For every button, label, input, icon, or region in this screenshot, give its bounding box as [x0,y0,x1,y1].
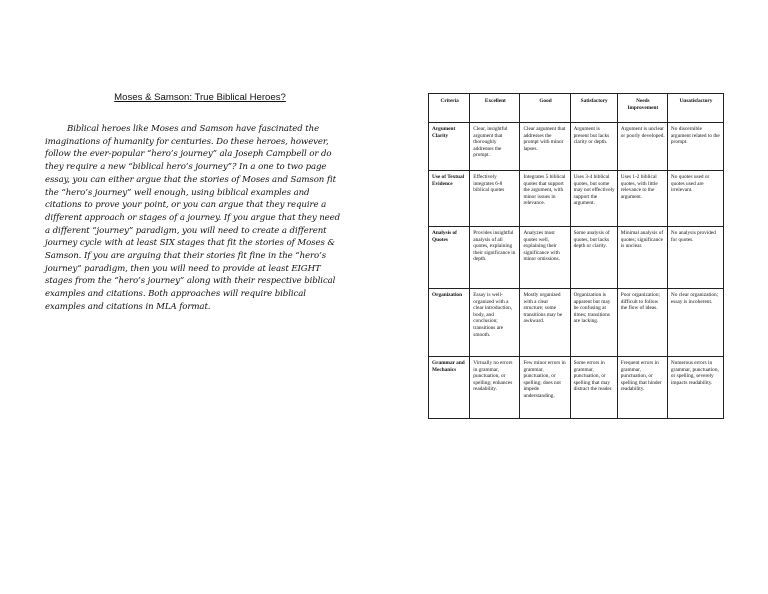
table-cell: Argument is present but lacks clarity or depth. [570,123,617,171]
assignment-page [45,92,345,314]
table-cell: Poor organization; difficult to follow the flow of ideas. [617,289,667,357]
table-row [429,171,724,227]
table-row [429,289,724,357]
header-good: Good [520,94,570,123]
rubric-header-row [429,94,724,123]
table-row [429,227,724,289]
table-cell: Mostly organized with a clear structure; some transitions may be awkward. [520,289,570,357]
table-cell: No quotes used or quotes used are irrelevant. [667,171,723,227]
table-cell: Analyzes most quotes well, explaining their significance with minor omissions. [520,227,570,289]
table-cell: Uses 3-4 biblical quotes, but some may not effectively support the argument. [570,171,617,227]
table-cell: No discernible argument related to the prompt. [667,123,723,171]
header-criteria: Criteria [429,94,470,123]
table-cell: Organization is apparent but may be confusing at times; transitions are lacking. [570,289,617,357]
table-cell: Frequent errors in grammar, punctuation, or spelling that hinder readability. [617,357,667,419]
header-unsatisfactory: Unsatisfactory [667,94,723,123]
table-cell: Argument is unclear or poorly developed. [617,123,667,171]
table-cell: No analysis provided for quotes. [667,227,723,289]
table-row [429,357,724,419]
header-needs-improvement: Needs Improvement [617,94,667,123]
criteria-cell: Argument Clarity [429,123,470,171]
table-cell: No clear organization; essay is incoherent. [667,289,723,357]
rubric-page [428,93,724,419]
table-row [429,123,724,171]
document-title: Moses & Samson: True Biblical Heroes? [114,92,286,103]
table-cell: Integrates 5 biblical quotes that support the argument, with minor issues in relevance. [520,171,570,227]
criteria-cell: Organization [429,289,470,357]
table-cell: Minimal analysis of quotes; significance is unclear. [617,227,667,289]
rubric-table [428,93,724,419]
table-cell: Numerous errors in grammar, punctuation, or spelling, severely impacts readability. [667,357,723,419]
table-cell: Essay is well-organized with a clear introduction, body, and conclusion; transitions are smooth. [470,289,520,357]
table-cell: Few minor errors in grammar, punctuation, or spelling; does not impede understanding. [520,357,570,419]
table-cell: Provides insightful analysis of all quotes, explaining their significance in depth. [470,227,520,289]
criteria-cell: Grammar and Mechanics [429,357,470,419]
criteria-cell: Analysis of Quotes [429,227,470,289]
header-excellent: Excellent [470,94,520,123]
table-cell: Effectively integrates 6-8 biblical quotes [470,171,520,227]
header-satisfactory: Satisfactory [570,94,617,123]
table-cell: Clear argument that addresses the prompt with minor lapses. [520,123,570,171]
assignment-paragraph: Biblical heroes like Moses and Samson have fascinated the imaginations of humanity for centuries. Do these heroes, however, follow the ever-popular “hero’s journey” ala Joseph Campbell or do they require a new “biblical hero’s journey”? In a one to two page essay, you can either argue that the stories of Moses and Samson fit the “hero’s journey” well enough, using biblical examples and citations to prove your point, or you can argue that they require a different approach or stages of a journey. If you argue that they need a different “journey” paradigm, you will need to create a different journey cycle with at least SIX stages that fit the stories of Moses & Samson. If you are arguing that their stories fit fine in the “hero’s journey” paradigm, then you will need to provide at least EIGHT stages from the “hero’s journey” along with their respective biblical examples and citations. Both approaches will require biblical examples and citations in MLA format. [45,124,341,312]
table-cell: Some analysis of quotes, but lacks depth or clarity. [570,227,617,289]
table-cell: Uses 1-2 biblical quotes, with little relevance to the argument. [617,171,667,227]
criteria-cell: Use of Textual Evidence [429,171,470,227]
table-cell: Some errors in grammar, punctuation, or spelling that may distract the reader. [570,357,617,419]
table-cell: Clear, insightful argument that thoroughly addresses the prompt. [470,123,520,171]
table-cell: Virtually no errors in grammar, punctuation, or spelling; enhances readability. [470,357,520,419]
